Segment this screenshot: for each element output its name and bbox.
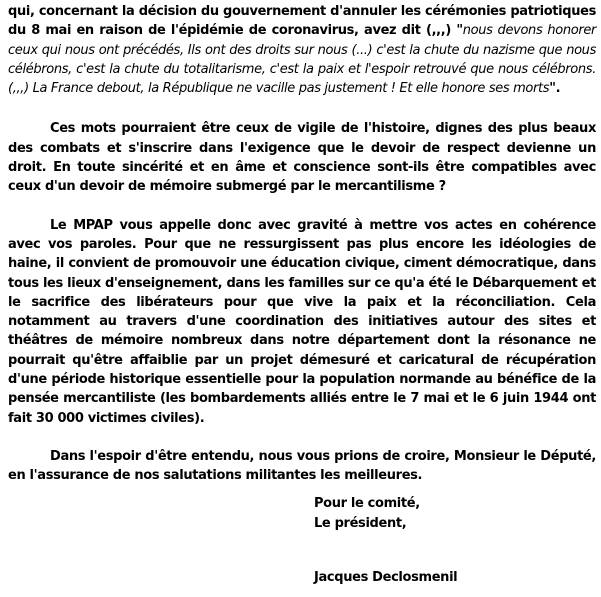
paragraph-1 xyxy=(8,2,596,98)
paragraph-3: Le MPAP vous appelle donc avec gravité à mettre vos actes en cohérence avec vos paroles. Pour que ne ressurgissent pas plus encore les idéologies de haine, il convient de promouvoir une éducation civique, ciment démocratique, dans tous les lieux d'enseignement, dans les familles sur ce qu'a été le Débarquement et le sacrifice des libérateurs pour que vive la paix et la réconciliation. Cela notamment au travers d'une coordination des initiatives autour des sites et théâtres de mémoire nombreux dans notre département dont la résonance ne pourrait qu'être affaiblie par un projet démesuré et caricatural de récupération d'une période historique essentielle pour la population normande au bénéfice de la pensée mercantiliste (les bombardements alliés entre le 7 mai et le 6 juin 1944 ont fait 30 000 victimes civiles). xyxy=(8,217,596,426)
paragraph-1-intro: qui, concernant la décision du gouvernement d'annuler les cérémonies patriotiques du 8 mai en raison de l'épidémie de coronavirus, avez dit (,,,) " xyxy=(8,4,596,39)
paragraph-4: Dans l'espoir d'être entendu, nous vous prions de croire, Monsieur le Député, en l'assurance de nos salutations militantes les meilleures. xyxy=(8,448,596,484)
signature-name: Jacques Declosmenil xyxy=(314,570,458,585)
signature-for-committee: Pour le comité, xyxy=(314,496,420,511)
letter-body xyxy=(8,2,596,486)
paragraph-2: Ces mots pourraient être ceux de vigile de l'histoire, dignes des plus beaux des combats et s'inscrire dans l'exigence que le devoir de respect devienne un droit. En toute sincérité et en âme et conscience sont-ils être compatibles avec ceux d'un devoir de mémoire submergé par le mercantilisme ? xyxy=(8,121,596,195)
paragraph-1-quote: nous devons honorer ceux qui nous ont précédés, Ils ont des droits sur nous (...) c'est la chute du nazisme que nous célébrons, c'est la chute du totalitarisme, c'est la paix et l'espoir retrouvé que nous célébrons. (,,,) La France debout, la République ne vacille pas justement ! Et elle honore ses morts xyxy=(8,23,596,97)
signature-title: Le président, xyxy=(314,516,407,531)
paragraph-1-outro: ". xyxy=(549,81,561,97)
